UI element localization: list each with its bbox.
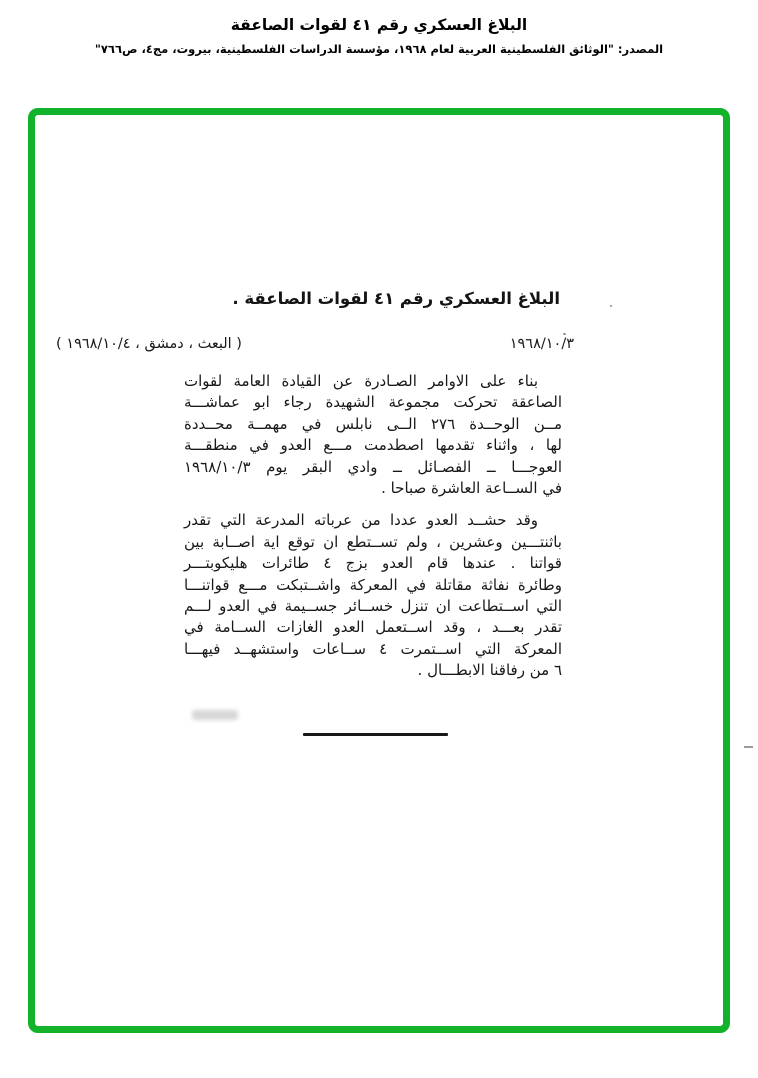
scan-smudge-artifact: [192, 710, 238, 720]
body-line: وطائرة نفاثة مقاتلة في المعركة واشــتبكت مـــع قواتنـــا: [184, 575, 562, 594]
body-line: التي اســتطاعت ان تنزل خســائر جســيمة في العدو لـــم: [184, 597, 562, 616]
scan-speck-artifact: [563, 333, 566, 335]
source-citation: المصدر: "الوثائق الفلسطينية العربية لعام ١٩٦٨، مؤسسة الدراسات الفلسطينية، بيروت، مج٤، ص٧٦٦": [94, 42, 664, 56]
communique-date: ١٩٦٨/١٠/٣: [509, 336, 574, 352]
body-line: باثنتـــين وعشرين ، ولم تســتطع ان توقع اية اصــابة بين: [184, 532, 562, 551]
communique-body: [184, 371, 562, 693]
body-line: بناء على الاوامر الصـادرة عن القيادة العامة لقوات: [184, 372, 538, 390]
body-line: وقد حشــد العدو عددا من عرباته المدرعة التي تقدر: [184, 511, 538, 530]
body-line: تقدر بعـــد ، وقد اســتعمل العدو الغازات الســامة في: [184, 618, 562, 637]
body-line: في الســاعة العاشرة صباحا .: [381, 479, 562, 498]
paragraph-2: [184, 510, 562, 681]
body-line: العوجـــا ــ الفصـائل ــ وادي البقر يوم ١٩٦٨/١٠/٣: [184, 457, 562, 476]
signature-divider-line: [303, 733, 448, 736]
body-line: مــن الوحــدة ٢٧٦ الــى نابلس في مهمــة محــددة: [184, 414, 562, 433]
communique-title: البلاغ العسكري رقم ٤١ لقوات الصاعقة .: [232, 289, 560, 308]
scan-speck-artifact: [610, 305, 612, 307]
body-line: الصاعقة تحركت مجموعة الشهيدة رجاء ابو عماشـــة: [184, 393, 562, 412]
publication-attribution: ( البعث ، دمشق ، ١٩٦٨/١٠/٤ ): [56, 336, 242, 352]
body-line: لها ، واثناء تقدمها اصطدمت مـــع العدو في منطقـــة: [184, 436, 562, 455]
body-line: المعركة التي اســتمرت ٤ ســاعات واستشهــد فيهـــا: [184, 639, 562, 658]
body-line: قواتنا . عندها قام العدو بزج ٤ طائرات هليكوبتـــر: [184, 554, 562, 573]
paragraph-1: [184, 371, 562, 499]
body-line: ٦ من رفاقنا الابطـــال .: [417, 661, 562, 680]
scan-edge-mark-artifact: [744, 746, 753, 748]
page-title: البلاغ العسكري رقم ٤١ لقوات الصاعقة: [230, 16, 528, 34]
date-row: [56, 336, 574, 352]
page-header: [0, 16, 758, 56]
